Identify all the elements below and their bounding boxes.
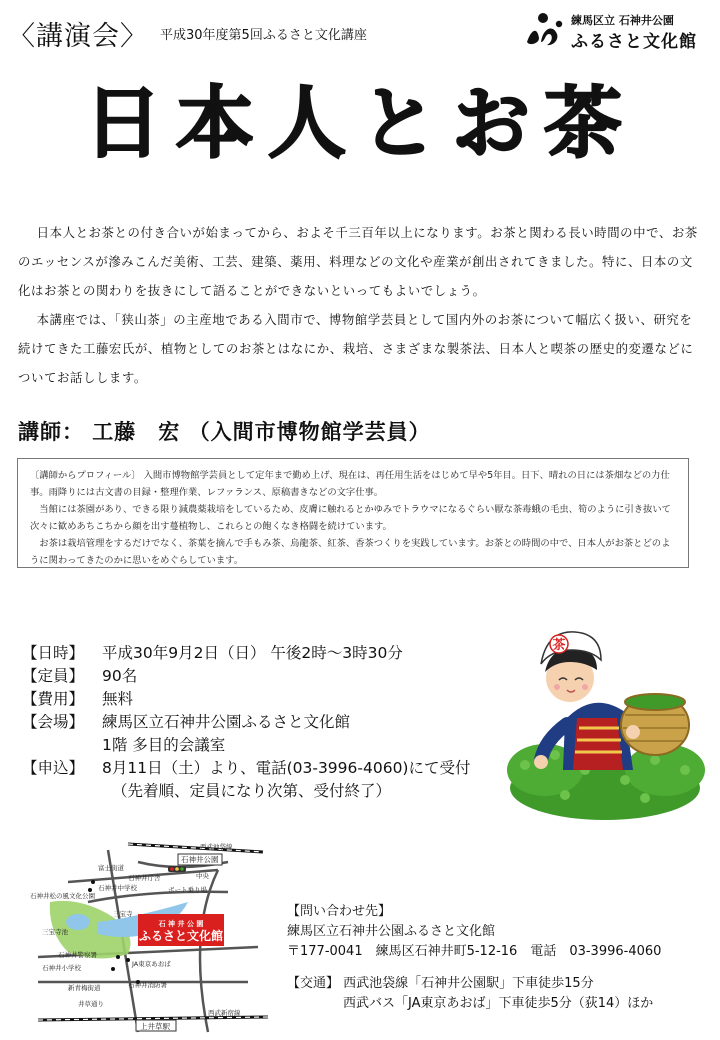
series-label: 平成30年度第5回ふるさと文化講座 [160, 28, 367, 43]
venue-room-row [22, 734, 470, 757]
map-label: 石神井消防署 [128, 981, 167, 989]
fee-value: 無料 [102, 690, 134, 708]
map-venue-name: ふるさと文化館 [138, 929, 224, 943]
tea-badge-text: 茶 [552, 638, 566, 653]
map-label: 三宝寺 [113, 910, 133, 918]
map-label: 井草通り [78, 1000, 104, 1008]
map-label: 富士街道 [98, 864, 124, 872]
access-label: 【交通】 [287, 976, 340, 991]
access-bus: 西武バス「JA東京あおば」下車徒歩5分（荻14）ほか [343, 996, 654, 1011]
map-label: 石神井中学校 [98, 884, 137, 892]
event-info [22, 642, 470, 803]
access-map [28, 842, 278, 1034]
lecturer-profile-box [17, 458, 689, 568]
fee-label: 【費用】 [22, 690, 85, 708]
map-label: 石神井警察署 [58, 951, 97, 959]
map-station-top: 石神井公園 [181, 855, 219, 864]
venue-label: 【会場】 [22, 713, 85, 731]
contact-title: 【問い合わせ先】 [287, 904, 392, 919]
apply-value: 8月11日（土）より、電話(03-3996-4060)にて受付 [102, 759, 471, 777]
profile-paragraph: お茶は栽培管理をするだけでなく、茶葉を摘んで手もみ茶、烏龍茶、紅茶、香茶つくりを実践しています。お茶との時間の中で、日本人がお茶とどのように関わってきたのかに思いをめぐらしています。 [30, 538, 671, 566]
capacity-value: 90名 [102, 667, 138, 685]
access-train: 西武池袋線「石神井公園駅」下車徒歩15分 [343, 976, 594, 991]
capacity-row [22, 665, 470, 688]
contact-info [287, 902, 661, 1014]
map-label: 西武新宿線 [208, 1009, 241, 1017]
venue-room-value: 1階 多目的会議室 [102, 736, 226, 754]
map-label: 石神井小学校 [42, 964, 81, 972]
event-type-label: 〈講演会〉 [8, 21, 148, 52]
contact-org: 練馬区立石神井公園ふるさと文化館 [287, 924, 496, 939]
map-station-bottom: 上井草駅 [140, 1022, 170, 1031]
profile-paragraph: 〔講師からプロフィール〕 入間市博物館学芸員として定年まで勤め上げ、現在は、再任用生活をはじめて早や5年目。日下、晴れの日には茶畑などの力仕事。雨降りには古文書の目録・整理作業、レファランス、原稿書きなどの文字仕事。 [30, 470, 670, 498]
map-label: 新青梅街道 [68, 984, 101, 992]
map-label: 石神井松の風文化公園 [30, 892, 95, 900]
date-row [22, 642, 470, 665]
capacity-label: 【定員】 [22, 667, 85, 685]
intro-paragraph: 本講座では、「狭山茶」の主産地である入間市で、博物館学芸員として国内外のお茶について幅広く扱い、研究を続けてきた工藤宏氏が、植物としてのお茶とはなにか、栽培、さまざまな製茶法、日本人と喫茶の歴史的変遷などについてお話しします。 [18, 312, 694, 385]
map-label: 中央 [196, 872, 209, 880]
venue-value: 練馬区立石神井公園ふるさと文化館 [102, 713, 351, 731]
tea-badge-icon [550, 635, 568, 653]
venue-logo-icon [523, 12, 563, 48]
map-label: JA東京あおば [132, 960, 171, 968]
venue-row [22, 711, 470, 734]
profile-paragraph: 当館には茶園があり、できる限り減農薬栽培をしているため、皮膚に触れるとかゆみでトラウマになるぐらい厭な茶毒蛾の毛虫、筍のように引き抜いて次々に歓めあちこちから顔を出す蔓植物し、これらとの飽くなき格闘を続けています。 [30, 504, 671, 532]
logo-name-text: ふるさと文化館 [571, 32, 697, 52]
intro-text [18, 218, 703, 392]
access-row-1 [287, 974, 661, 994]
venue-logo [523, 10, 713, 50]
map-label: 西武池袋線 [200, 843, 233, 851]
fee-row [22, 688, 470, 711]
map-venue-top: 石 神 井 公 園 [158, 920, 204, 928]
apply-label: 【申込】 [22, 759, 85, 777]
date-value: 平成30年9月2日（日） 午後2時～3時30分 [102, 644, 403, 662]
contact-address: 〒177-0041 練馬区石神井町5-12-16 電話 03-3996-4060 [287, 944, 662, 959]
logo-ward-text: 練馬区立 石神井公園 [571, 14, 674, 27]
main-title: 日本人とお茶 [83, 79, 636, 169]
date-label: 【日時】 [22, 644, 85, 662]
tea-picker-illustration [505, 620, 705, 820]
traffic-light-icon [168, 866, 186, 872]
intro-paragraph: 日本人とお茶との付き合いが始まってから、およそ千三百年以上になります。お茶と関わる長い時間の中で、お茶のエッセンスが滲みこんだ美術、工芸、建築、薬用、料理などの文化や産業が創出されてきました。特に、日本の文化はお茶との関わりを抜きにして語ることができないといってもよいでしょう。 [18, 225, 698, 298]
map-label: ボート乗り場 [168, 886, 207, 894]
apply-note-row [22, 780, 470, 803]
lecturer-heading: 講師： 工藤 宏 （入間市博物館学芸員） [18, 420, 431, 444]
apply-note: （先着順、定員になり次第、受付終了） [112, 782, 392, 800]
map-label: 石神井庁舎 [128, 874, 161, 882]
map-label: 三宝寺池 [42, 928, 68, 936]
apply-row [22, 757, 470, 780]
